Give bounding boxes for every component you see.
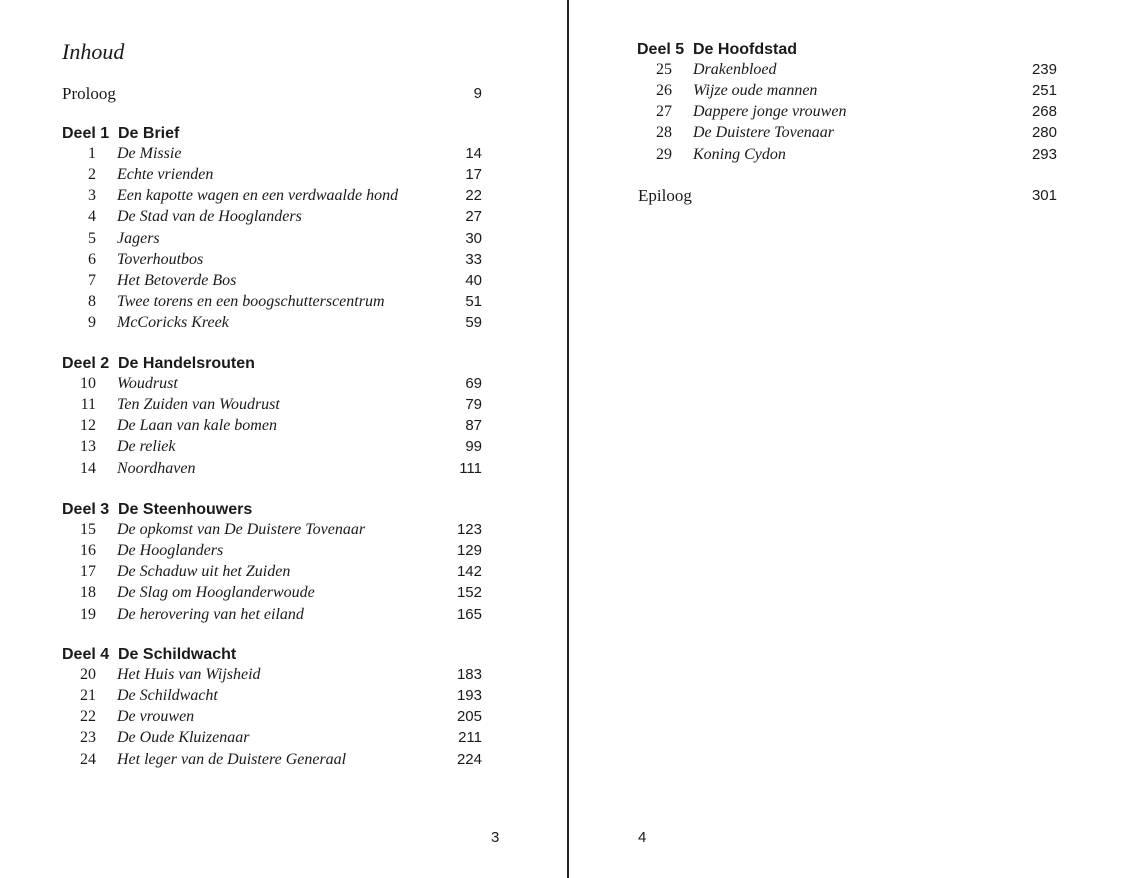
prologue-page: 9 xyxy=(473,85,482,102)
chapter-page: 17 xyxy=(465,166,482,184)
chapter-number: 10 xyxy=(80,375,96,393)
part-heading xyxy=(62,123,482,144)
chapter-number: 29 xyxy=(656,145,672,163)
chapter-number: 5 xyxy=(88,229,96,247)
chapter-number: 3 xyxy=(88,187,96,205)
chapter-page: 142 xyxy=(456,563,482,581)
chapter-page: 59 xyxy=(465,313,482,331)
chapter-title: Het Betoverde Bos xyxy=(117,271,237,289)
chapter-entry xyxy=(638,101,1057,122)
chapter-number: 28 xyxy=(656,124,672,142)
chapter-number: 9 xyxy=(88,313,96,331)
prologue-entry xyxy=(62,83,482,104)
chapter-number: 20 xyxy=(80,666,96,684)
page-number-right: 4 xyxy=(638,829,647,846)
chapter-page: 40 xyxy=(465,271,482,289)
part-heading xyxy=(638,39,1057,60)
chapter-entry xyxy=(62,727,482,748)
chapter-entry xyxy=(62,249,482,270)
part-label: Deel 5 xyxy=(637,41,685,58)
chapter-page: 22 xyxy=(465,187,482,205)
chapter-number: 19 xyxy=(80,605,96,623)
chapter-title: Wijze oude mannen xyxy=(693,82,818,100)
chapter-entry xyxy=(62,185,482,206)
chapter-page: 211 xyxy=(458,729,482,747)
part-title: De Hoofdstad xyxy=(693,41,797,58)
chapter-page: 251 xyxy=(1031,82,1057,100)
chapter-number: 11 xyxy=(80,396,96,414)
chapter-title: Woudrust xyxy=(117,375,178,393)
chapter-entry xyxy=(62,664,482,685)
chapter-number: 27 xyxy=(656,103,672,121)
chapter-title: De Schildwacht xyxy=(117,687,218,705)
chapter-number: 24 xyxy=(80,750,96,768)
epilogue-page: 301 xyxy=(1031,187,1057,204)
chapter-number: 7 xyxy=(88,271,96,289)
chapter-page: 224 xyxy=(456,750,482,768)
part-title: De Handelsrouten xyxy=(118,355,255,372)
chapter-entry xyxy=(62,706,482,727)
chapter-entry xyxy=(62,270,482,291)
chapter-title: De Hooglanders xyxy=(117,542,224,560)
chapter-title: De Stad van de Hooglanders xyxy=(117,208,302,226)
part-label: Deel 3 xyxy=(62,501,110,518)
chapter-page: 293 xyxy=(1031,145,1057,163)
part-heading xyxy=(62,499,482,520)
chapter-title: De Slag om Hooglanderwoude xyxy=(117,584,315,602)
chapter-entry xyxy=(62,582,482,603)
chapter-page: 183 xyxy=(456,666,482,684)
chapter-entry xyxy=(62,749,482,770)
chapter-title: De Duistere Tovenaar xyxy=(693,124,835,142)
chapter-title: Drakenbloed xyxy=(693,61,777,79)
chapter-entry xyxy=(62,685,482,706)
chapter-title: De Schaduw uit het Zuiden xyxy=(117,563,291,581)
chapter-number: 25 xyxy=(656,61,672,79)
chapter-title: McCoricks Kreek xyxy=(117,313,229,331)
chapter-entry xyxy=(62,373,482,394)
part-heading xyxy=(62,644,482,665)
part-title: De Schildwacht xyxy=(118,646,237,663)
chapter-entry xyxy=(62,312,482,333)
chapter-title: De herovering van het eiland xyxy=(117,605,304,623)
chapter-page: 87 xyxy=(465,417,482,435)
chapter-number: 1 xyxy=(88,145,96,163)
book-spine-divider xyxy=(567,0,569,878)
chapter-page: 27 xyxy=(465,208,482,226)
chapter-title: Koning Cydon xyxy=(693,145,786,163)
chapter-number: 17 xyxy=(80,563,96,581)
chapter-page: 193 xyxy=(456,687,482,705)
chapter-entry xyxy=(62,394,482,415)
chapter-page: 99 xyxy=(465,438,482,456)
chapter-entry xyxy=(62,561,482,582)
chapter-number: 12 xyxy=(80,417,96,435)
epilogue-entry xyxy=(638,185,1057,206)
chapter-number: 23 xyxy=(80,729,96,747)
chapter-title: De Laan van kale bomen xyxy=(117,417,277,435)
chapter-page: 268 xyxy=(1031,103,1057,121)
chapter-entry xyxy=(62,415,482,436)
chapter-title: Noordhaven xyxy=(117,459,196,477)
part-heading xyxy=(62,353,482,374)
chapter-page: 33 xyxy=(465,250,482,268)
chapter-page: 152 xyxy=(456,584,482,602)
chapter-page: 239 xyxy=(1031,61,1057,79)
chapter-entry xyxy=(62,164,482,185)
chapter-page: 129 xyxy=(456,542,482,560)
chapter-number: 2 xyxy=(88,166,96,184)
chapter-entry xyxy=(62,458,482,479)
chapter-page: 205 xyxy=(456,708,482,726)
chapter-title: Ten Zuiden van Woudrust xyxy=(117,396,280,414)
chapter-entry xyxy=(638,80,1057,101)
chapter-title: De reliek xyxy=(117,438,176,456)
chapter-number: 6 xyxy=(88,250,96,268)
chapter-entry xyxy=(62,228,482,249)
chapter-entry xyxy=(638,144,1057,165)
chapter-entry xyxy=(62,206,482,227)
chapter-title: Twee torens en een boogschutterscentrum xyxy=(117,292,385,310)
chapter-page: 165 xyxy=(456,605,482,623)
part-label: Deel 4 xyxy=(62,646,110,663)
part-label: Deel 2 xyxy=(62,355,110,372)
chapter-number: 16 xyxy=(80,542,96,560)
chapter-page: 280 xyxy=(1031,124,1057,142)
chapter-title: Een kapotte wagen en een verdwaalde hond xyxy=(117,187,399,205)
chapter-number: 18 xyxy=(80,584,96,602)
chapter-title: De Missie xyxy=(117,145,182,163)
chapter-title: Jagers xyxy=(117,229,160,247)
chapter-number: 21 xyxy=(80,687,96,705)
chapter-page: 123 xyxy=(456,521,482,539)
prologue-title: Proloog xyxy=(62,84,116,103)
chapter-entry xyxy=(62,604,482,625)
chapter-number: 8 xyxy=(88,292,96,310)
part-label: Deel 1 xyxy=(62,125,110,142)
chapter-entry xyxy=(62,436,482,457)
chapter-title: Toverhoutbos xyxy=(117,250,204,268)
toc-heading: Inhoud xyxy=(62,39,125,64)
chapter-entry xyxy=(62,519,482,540)
epilogue-title: Epiloog xyxy=(638,186,692,205)
chapter-entry xyxy=(62,291,482,312)
right-page xyxy=(570,0,1127,878)
chapter-title: Dappere jonge vrouwen xyxy=(693,103,847,121)
chapter-number: 26 xyxy=(656,82,672,100)
part-title: De Brief xyxy=(118,125,180,142)
chapter-number: 15 xyxy=(80,521,96,539)
chapter-page: 14 xyxy=(465,145,482,163)
chapter-title: Het leger van de Duistere Generaal xyxy=(117,750,347,768)
chapter-number: 22 xyxy=(80,708,96,726)
chapter-title: Het Huis van Wijsheid xyxy=(117,666,261,684)
chapter-number: 13 xyxy=(80,438,96,456)
chapter-page: 69 xyxy=(465,375,482,393)
chapter-number: 14 xyxy=(80,459,96,477)
chapter-entry xyxy=(638,59,1057,80)
chapter-title: De vrouwen xyxy=(117,708,195,726)
page-number-left: 3 xyxy=(491,829,500,846)
chapter-title: De Oude Kluizenaar xyxy=(117,729,250,747)
chapter-page: 111 xyxy=(459,459,482,477)
chapter-page: 51 xyxy=(465,292,482,310)
chapter-title: Echte vrienden xyxy=(117,166,214,184)
chapter-entry xyxy=(638,122,1057,143)
chapter-title: De opkomst van De Duistere Tovenaar xyxy=(117,521,366,539)
chapter-page: 30 xyxy=(465,229,482,247)
part-title: De Steenhouwers xyxy=(118,501,253,518)
chapter-page: 79 xyxy=(465,396,482,414)
chapter-entry xyxy=(62,143,482,164)
chapter-number: 4 xyxy=(88,208,96,226)
chapter-entry xyxy=(62,540,482,561)
